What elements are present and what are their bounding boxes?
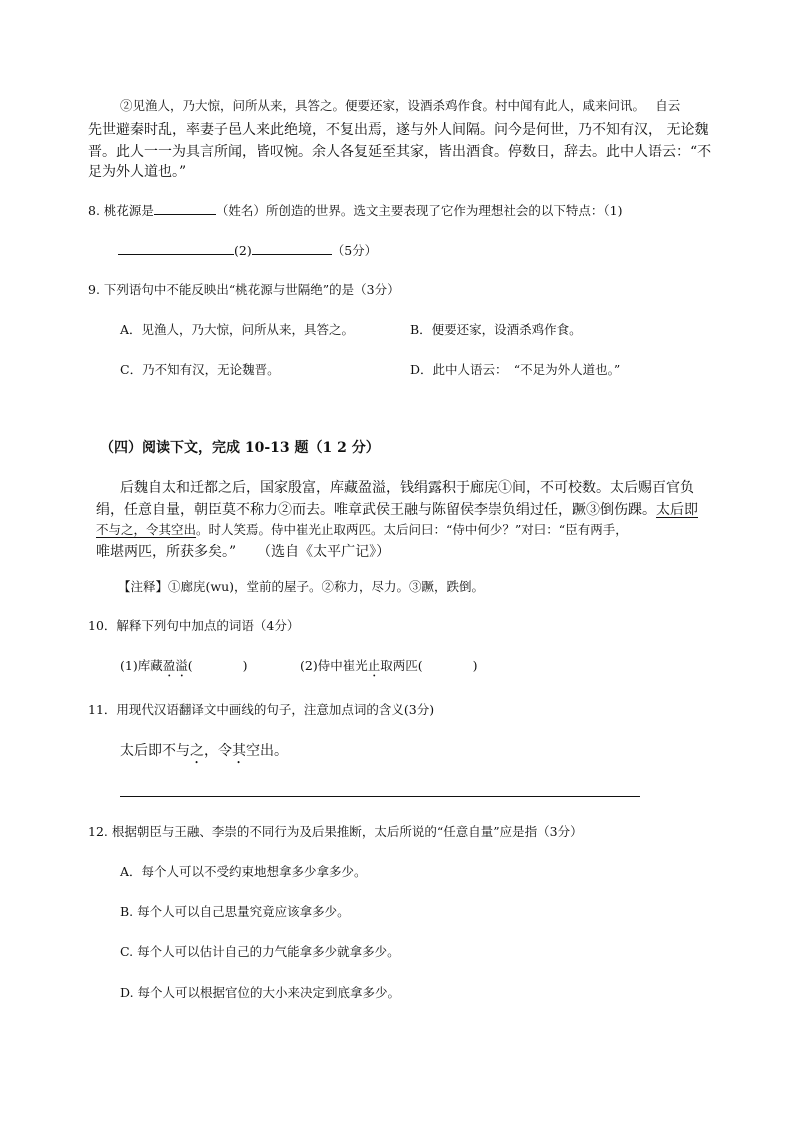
- q8-blank-2[interactable]: [252, 240, 332, 255]
- q8-name-blank[interactable]: [154, 200, 216, 215]
- question-8-line-1: [88, 200, 623, 221]
- passage1-line-2: 先世避秦时乱，率妻子邑人来此绝境，不复出焉，遂与外人间隔。问今是何世，乃不知有汉， 无论魏: [88, 122, 709, 138]
- section-4-title: （四）阅读下文，完成 10-13 题（1 2 分）: [100, 440, 380, 456]
- question-10-stem: 10．解释下列句中加点的词语（4分）: [88, 618, 300, 633]
- passage2-underlined-end: 不与之，令其空出: [96, 522, 197, 537]
- passage2-line-3: [96, 520, 628, 540]
- q11-answer-line[interactable]: [120, 796, 640, 797]
- q8-prefix: 8. 桃花源是: [88, 203, 154, 218]
- q11-dotted-zhi: 之: [190, 743, 204, 759]
- q10-item-2-prefix: (2)侍中崔光: [300, 658, 368, 673]
- passage2-line-4: 唯堪两匹，所获多矣。” （选自《太平广记》）: [96, 544, 391, 560]
- annotations: 【注释】①廊庑(wu)，堂前的屋子。②称力，尽力。③蹶，跌倒。: [118, 579, 485, 594]
- passage1-line-3: 晋。此人一一为具言所闻，皆叹惋。余人各复延至其家，皆出酒食。停数日，辞去。此中人语云：“不: [88, 144, 712, 160]
- q9-option-c[interactable]: C．乃不知有汉，无论魏晋。: [120, 362, 280, 377]
- q12-option-b[interactable]: B. 每个人可以自己思量究竟应该拿多少。: [120, 904, 350, 919]
- question-8-line-2: [118, 240, 377, 261]
- q8-part2: (2): [234, 243, 252, 258]
- passage2-line-3-text: 。时人笑焉。侍中崔光止取两匹。太后问曰：“侍中何少？”对曰：“臣有两手，: [196, 522, 628, 537]
- q11-dotted-qi: 其: [232, 743, 246, 759]
- q10-item-2-answer[interactable]: 取两匹( ): [380, 658, 478, 673]
- q10-item-1-prefix: (1)库藏: [120, 658, 163, 673]
- q11-sentence-part-1: 太后即不与: [120, 743, 190, 759]
- q10-item-2-dotted: 止: [367, 658, 381, 673]
- passage2-line-2-text: 绢，任意自量，朝臣莫不称力②而去。唯章武侯王融与陈留侯李崇负绢过任，蹶③倒伤踝。: [96, 502, 656, 518]
- passage1-line-1: ②见渔人，乃大惊，问所从来，具答之。便要还家，设酒杀鸡作食。村中闻有此人，咸来问讯。 自云: [120, 98, 681, 113]
- passage2-line-1: 后魏自太和迁都之后，国家殷富，库藏盈溢，钱绢露积于廊庑①间，不可校数。太后赐百官负: [120, 480, 694, 496]
- q9-option-b[interactable]: B．便要还家，设酒杀鸡作食。: [410, 322, 582, 337]
- q8-mid: （姓名）所创造的世界。选文主要表现了它作为理想社会的以下特点：（1): [215, 203, 623, 218]
- q11-sentence-part-2: ，令: [204, 743, 232, 759]
- q11-sentence-part-3: 空出。: [246, 743, 288, 759]
- q12-option-c[interactable]: C. 每个人可以估计自己的力气能拿多少就拿多少。: [120, 944, 400, 959]
- q11-sentence: [120, 741, 288, 767]
- question-11-stem: 11．用现代汉语翻译文中画线的句子，注意加点词的含义(3分): [88, 702, 435, 717]
- q10-item-2: [300, 656, 478, 680]
- question-12-stem: 12. 根据朝臣与王融、李崇的不同行为及后果推断，太后所说的“任意自量”应是指（3分）: [88, 824, 583, 839]
- q9-option-d[interactable]: D．此中人语云： “不足为外人道也。”: [410, 362, 621, 377]
- q12-option-a[interactable]: A．每个人可以不受约束地想拿多少拿多少。: [120, 864, 367, 879]
- q10-item-1-answer[interactable]: ( ): [187, 658, 248, 673]
- passage1-line-4: 足为外人道也。”: [88, 164, 187, 180]
- q8-blank-1[interactable]: [118, 240, 234, 255]
- q12-option-d[interactable]: D. 每个人可以根据官位的大小来决定到底拿多少。: [120, 985, 401, 1000]
- question-9-stem: 9. 下列语句中不能反映出“桃花源与世隔绝”的是（3分）: [88, 282, 400, 297]
- q9-option-a[interactable]: A．见渔人，乃大惊，问所从来，具答之。: [120, 322, 355, 337]
- q8-score: （5分）: [331, 243, 378, 258]
- q10-item-1-dotted: 盈溢: [162, 658, 188, 673]
- passage2-underlined-start: 太后即: [656, 502, 698, 518]
- passage2-line-2: [96, 500, 698, 520]
- q10-item-1: [120, 656, 248, 680]
